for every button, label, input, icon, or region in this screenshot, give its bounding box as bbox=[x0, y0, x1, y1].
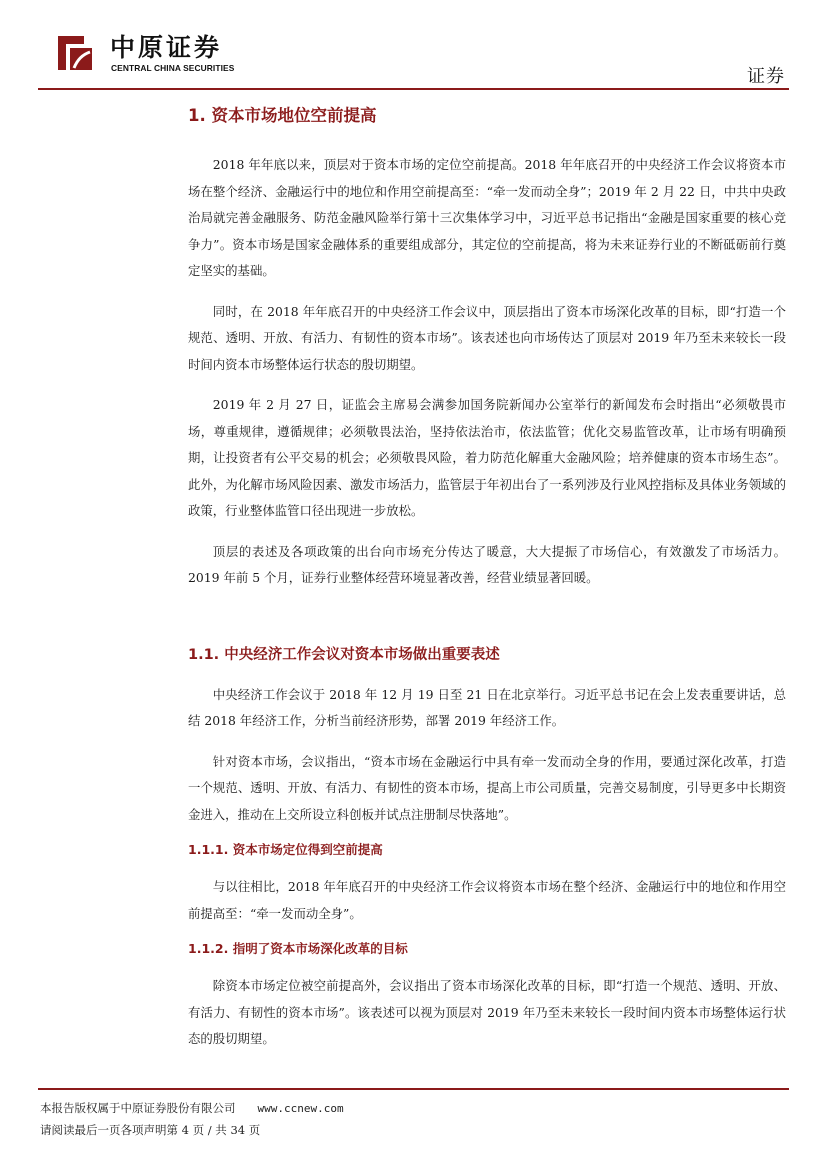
paragraph: 2018 年年底以来，顶层对于资本市场的定位空前提高。2018 年年底召开的中央经济工作会议将资本市场在整个经济、金融运行中的地位和作用空前提高至：“牵一发而动全身”；2019 年 2 月 22 日，中共中央政治局就完善金融服务、防范金融风险举行第十三次集体学习中，习近平总书记指出“金融是国家重要的核心竞争力”。资本市场是国家金融体系的重要组成部分，其定位的空前提高，将为未来证券行业的不断砥砺前行奠定坚实的基础。 bbox=[188, 157, 786, 278]
paragraph: 2019 年 2 月 27 日，证监会主席易会满参加国务院新闻办公室举行的新闻发布会时指出“必须敬畏市场，尊重规律，遵循规律；必须敬畏法治，坚持依法治市，依法监管；优化交易监管改革，让市场有明确预期，让投资者有公平交易的机会；必须敬畏风险，着力防范化解重大金融风险；培养健康的资本市场生态”。此外，为化解市场风险因素、激发市场活力，监管层于年初出台了一系列涉及行业风控指标及具体业务领域的政策，行业整体监管口径出现进一步放松。 bbox=[188, 397, 786, 518]
heading-level3: 1.1.1. 资本市场定位得到空前提高 bbox=[188, 842, 383, 857]
heading-level2: 1.1. 中央经济工作会议对资本市场做出重要表述 bbox=[188, 646, 500, 663]
footer-website-link[interactable]: www.ccnew.com bbox=[257, 1102, 344, 1115]
paragraph: 与以往相比，2018 年年底召开的中央经济工作会议将资本市场在整个经济、金融运行中的地位和作用空前提高至：“牵一发而动全身”。 bbox=[188, 879, 786, 921]
paragraph: 同时，在 2018 年年底召开的中央经济工作会议中，顶层指出了资本市场深化改革的目标，即“打造一个规范、透明、开放、有活力、有韧性的资本市场”。该表述也向市场传达了顶层对 2019 年乃至未来较长一段时间内资本市场整体运行状态的殷切期望。 bbox=[188, 303, 786, 372]
header-divider bbox=[38, 88, 789, 90]
logo-english-text: CENTRAL CHINA SECURITIES bbox=[111, 63, 235, 73]
company-logo bbox=[54, 32, 244, 76]
logo-chinese-text: 中原证券 bbox=[110, 33, 223, 62]
paragraph: 除资本市场定位被空前提高外，会议指出了资本市场深化改革的目标，即“打造一个规范、透明、开放、有活力、有韧性的资本市场”。该表述可以视为顶层对 2019 年乃至未来较长一段时间内资本市场整体运行状态的殷切期望。 bbox=[188, 978, 786, 1046]
footer-page-info: 请阅读最后一页各项声明第 4 页 / 共 34 页 bbox=[40, 1123, 261, 1137]
heading-level3: 1.1.2. 指明了资本市场深化改革的目标 bbox=[188, 941, 408, 956]
heading-level1: 1. 资本市场地位空前提高 bbox=[188, 106, 377, 125]
paragraph: 中央经济工作会议于 2018 年 12 月 19 日至 21 日在北京举行。习近平总书记在会上发表重要讲话，总结 2018 年经济工作，分析当前经济形势，部署 2019 年经济工作。 bbox=[188, 686, 786, 728]
paragraph: 顶层的表述及各项政策的出台向市场充分传达了暖意，大大提振了市场信心，有效激发了市场活力。2019 年前 5 个月，证券行业整体经营环境显著改善，经营业绩显著回暖。 bbox=[188, 543, 786, 585]
report-body bbox=[188, 98, 786, 1067]
header-section-label: 证券 bbox=[747, 66, 785, 87]
footer-copyright: 本报告版权属于中原证券股份有限公司 bbox=[40, 1101, 236, 1115]
footer-copyright-line bbox=[40, 1100, 344, 1116]
footer-divider bbox=[38, 1088, 789, 1090]
logo-mark-icon bbox=[54, 32, 96, 74]
paragraph: 针对资本市场，会议指出，“资本市场在金融运行中具有牵一发而动全身的作用，要通过深化改革，打造一个规范、透明、开放、有活力、有韧性的资本市场，提高上市公司质量，完善交易制度，引导更多中长期资金进入，推动在上交所设立科创板并试点注册制尽快落地”。 bbox=[188, 753, 786, 822]
